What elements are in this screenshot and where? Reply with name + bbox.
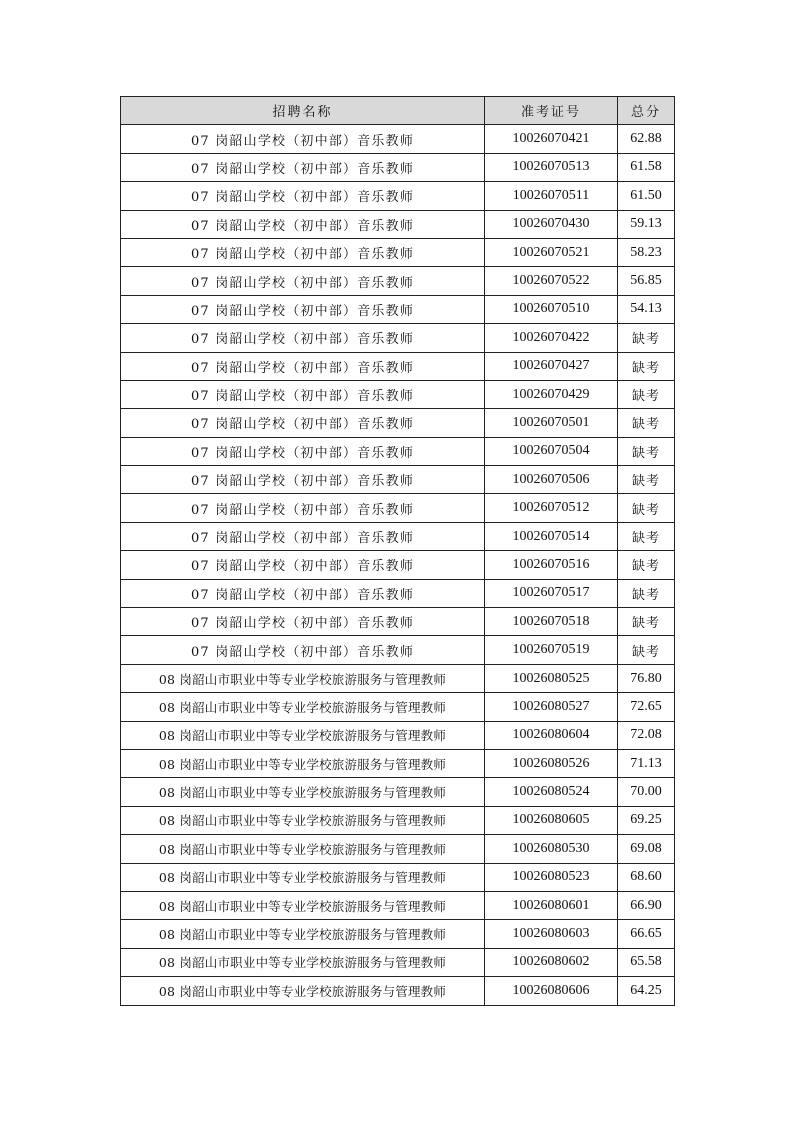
position-cell: 07 岗韶山学校（初中部）音乐教师 xyxy=(121,324,485,352)
position-cell: 07 岗韶山学校（初中部）音乐教师 xyxy=(121,522,485,550)
total-score-cell: 66.65 xyxy=(618,920,675,948)
position-cell: 07 岗韶山学校（初中部）音乐教师 xyxy=(121,409,485,437)
total-score-cell: 61.58 xyxy=(618,153,675,181)
exam-number-cell: 10026080601 xyxy=(485,891,618,919)
exam-number-cell: 10026070519 xyxy=(485,636,618,664)
exam-number-cell: 10026080523 xyxy=(485,863,618,891)
header-position: 招聘名称 xyxy=(121,97,485,125)
score-table-container xyxy=(120,96,674,1006)
exam-number-cell: 10026070516 xyxy=(485,551,618,579)
table-row xyxy=(121,749,675,777)
total-score-cell: 缺考 xyxy=(618,437,675,465)
table-row xyxy=(121,153,675,181)
total-score-cell: 72.65 xyxy=(618,693,675,721)
position-cell: 08 岗韶山市职业中等专业学校旅游服务与管理教师 xyxy=(121,948,485,976)
total-score-cell: 62.88 xyxy=(618,125,675,153)
position-cell: 08 岗韶山市职业中等专业学校旅游服务与管理教师 xyxy=(121,693,485,721)
exam-number-cell: 10026080526 xyxy=(485,749,618,777)
table-row xyxy=(121,664,675,692)
table-row xyxy=(121,551,675,579)
table-row xyxy=(121,210,675,238)
table-row xyxy=(121,238,675,266)
table-row xyxy=(121,352,675,380)
position-cell: 07 岗韶山学校（初中部）音乐教师 xyxy=(121,380,485,408)
total-score-cell: 58.23 xyxy=(618,238,675,266)
table-row xyxy=(121,295,675,323)
position-cell: 07 岗韶山学校（初中部）音乐教师 xyxy=(121,608,485,636)
table-row xyxy=(121,437,675,465)
total-score-cell: 61.50 xyxy=(618,182,675,210)
position-cell: 07 岗韶山学校（初中部）音乐教师 xyxy=(121,466,485,494)
position-cell: 08 岗韶山市职业中等专业学校旅游服务与管理教师 xyxy=(121,835,485,863)
table-row xyxy=(121,891,675,919)
table-row xyxy=(121,466,675,494)
total-score-cell: 缺考 xyxy=(618,380,675,408)
exam-number-cell: 10026070514 xyxy=(485,522,618,550)
position-cell: 07 岗韶山学校（初中部）音乐教师 xyxy=(121,125,485,153)
exam-number-cell: 10026080530 xyxy=(485,835,618,863)
table-header xyxy=(121,97,675,125)
position-cell: 08 岗韶山市职业中等专业学校旅游服务与管理教师 xyxy=(121,977,485,1005)
exam-number-cell: 10026070521 xyxy=(485,238,618,266)
total-score-cell: 66.90 xyxy=(618,891,675,919)
position-cell: 08 岗韶山市职业中等专业学校旅游服务与管理教师 xyxy=(121,778,485,806)
table-row xyxy=(121,409,675,437)
table-row xyxy=(121,267,675,295)
total-score-cell: 65.58 xyxy=(618,948,675,976)
header-total-score: 总分 xyxy=(618,97,675,125)
position-cell: 07 岗韶山学校（初中部）音乐教师 xyxy=(121,238,485,266)
position-cell: 08 岗韶山市职业中等专业学校旅游服务与管理教师 xyxy=(121,721,485,749)
total-score-cell: 59.13 xyxy=(618,210,675,238)
total-score-cell: 缺考 xyxy=(618,324,675,352)
total-score-cell: 56.85 xyxy=(618,267,675,295)
exam-number-cell: 10026070504 xyxy=(485,437,618,465)
position-cell: 07 岗韶山学校（初中部）音乐教师 xyxy=(121,295,485,323)
exam-number-cell: 10026070510 xyxy=(485,295,618,323)
exam-number-cell: 10026080606 xyxy=(485,977,618,1005)
position-cell: 07 岗韶山学校（初中部）音乐教师 xyxy=(121,494,485,522)
exam-number-cell: 10026070512 xyxy=(485,494,618,522)
exam-number-cell: 10026070517 xyxy=(485,579,618,607)
exam-number-cell: 10026070513 xyxy=(485,153,618,181)
position-cell: 08 岗韶山市职业中等专业学校旅游服务与管理教师 xyxy=(121,863,485,891)
table-row xyxy=(121,977,675,1005)
table-row xyxy=(121,579,675,607)
exam-number-cell: 10026070422 xyxy=(485,324,618,352)
total-score-cell: 72.08 xyxy=(618,721,675,749)
position-cell: 08 岗韶山市职业中等专业学校旅游服务与管理教师 xyxy=(121,806,485,834)
table-row xyxy=(121,494,675,522)
exam-number-cell: 10026070421 xyxy=(485,125,618,153)
exam-number-cell: 10026070511 xyxy=(485,182,618,210)
table-row xyxy=(121,636,675,664)
position-cell: 08 岗韶山市职业中等专业学校旅游服务与管理教师 xyxy=(121,749,485,777)
total-score-cell: 缺考 xyxy=(618,608,675,636)
table-row xyxy=(121,125,675,153)
total-score-cell: 缺考 xyxy=(618,636,675,664)
position-cell: 07 岗韶山学校（初中部）音乐教师 xyxy=(121,437,485,465)
table-row xyxy=(121,721,675,749)
exam-number-cell: 10026070506 xyxy=(485,466,618,494)
table-row xyxy=(121,863,675,891)
total-score-cell: 71.13 xyxy=(618,749,675,777)
total-score-cell: 缺考 xyxy=(618,522,675,550)
total-score-cell: 54.13 xyxy=(618,295,675,323)
exam-number-cell: 10026080604 xyxy=(485,721,618,749)
total-score-cell: 69.08 xyxy=(618,835,675,863)
total-score-cell: 缺考 xyxy=(618,352,675,380)
table-row xyxy=(121,522,675,550)
table-row xyxy=(121,778,675,806)
total-score-cell: 缺考 xyxy=(618,579,675,607)
total-score-cell: 76.80 xyxy=(618,664,675,692)
position-cell: 07 岗韶山学校（初中部）音乐教师 xyxy=(121,579,485,607)
position-cell: 07 岗韶山学校（初中部）音乐教师 xyxy=(121,182,485,210)
table-row xyxy=(121,806,675,834)
table-row xyxy=(121,380,675,408)
position-cell: 07 岗韶山学校（初中部）音乐教师 xyxy=(121,153,485,181)
total-score-cell: 缺考 xyxy=(618,551,675,579)
table-body xyxy=(121,125,675,1005)
exam-number-cell: 10026080602 xyxy=(485,948,618,976)
total-score-cell: 缺考 xyxy=(618,409,675,437)
table-row xyxy=(121,608,675,636)
exam-number-cell: 10026080605 xyxy=(485,806,618,834)
exam-number-cell: 10026070522 xyxy=(485,267,618,295)
exam-number-cell: 10026080527 xyxy=(485,693,618,721)
position-cell: 07 岗韶山学校（初中部）音乐教师 xyxy=(121,352,485,380)
position-cell: 08 岗韶山市职业中等专业学校旅游服务与管理教师 xyxy=(121,664,485,692)
total-score-cell: 69.25 xyxy=(618,806,675,834)
table-row xyxy=(121,324,675,352)
table-row xyxy=(121,948,675,976)
exam-number-cell: 10026070429 xyxy=(485,380,618,408)
exam-number-cell: 10026070427 xyxy=(485,352,618,380)
position-cell: 07 岗韶山学校（初中部）音乐教师 xyxy=(121,267,485,295)
exam-number-cell: 10026080525 xyxy=(485,664,618,692)
position-cell: 08 岗韶山市职业中等专业学校旅游服务与管理教师 xyxy=(121,891,485,919)
total-score-cell: 缺考 xyxy=(618,494,675,522)
total-score-cell: 68.60 xyxy=(618,863,675,891)
exam-number-cell: 10026080524 xyxy=(485,778,618,806)
table-row xyxy=(121,693,675,721)
total-score-cell: 64.25 xyxy=(618,977,675,1005)
header-row xyxy=(121,97,675,125)
position-cell: 07 岗韶山学校（初中部）音乐教师 xyxy=(121,636,485,664)
exam-number-cell: 10026070430 xyxy=(485,210,618,238)
position-cell: 07 岗韶山学校（初中部）音乐教师 xyxy=(121,210,485,238)
position-cell: 07 岗韶山学校（初中部）音乐教师 xyxy=(121,551,485,579)
table-row xyxy=(121,182,675,210)
table-row xyxy=(121,920,675,948)
position-cell: 08 岗韶山市职业中等专业学校旅游服务与管理教师 xyxy=(121,920,485,948)
header-exam-number: 准考证号 xyxy=(485,97,618,125)
table-row xyxy=(121,835,675,863)
score-table xyxy=(120,96,675,1006)
total-score-cell: 缺考 xyxy=(618,466,675,494)
exam-number-cell: 10026070518 xyxy=(485,608,618,636)
total-score-cell: 70.00 xyxy=(618,778,675,806)
exam-number-cell: 10026070501 xyxy=(485,409,618,437)
exam-number-cell: 10026080603 xyxy=(485,920,618,948)
